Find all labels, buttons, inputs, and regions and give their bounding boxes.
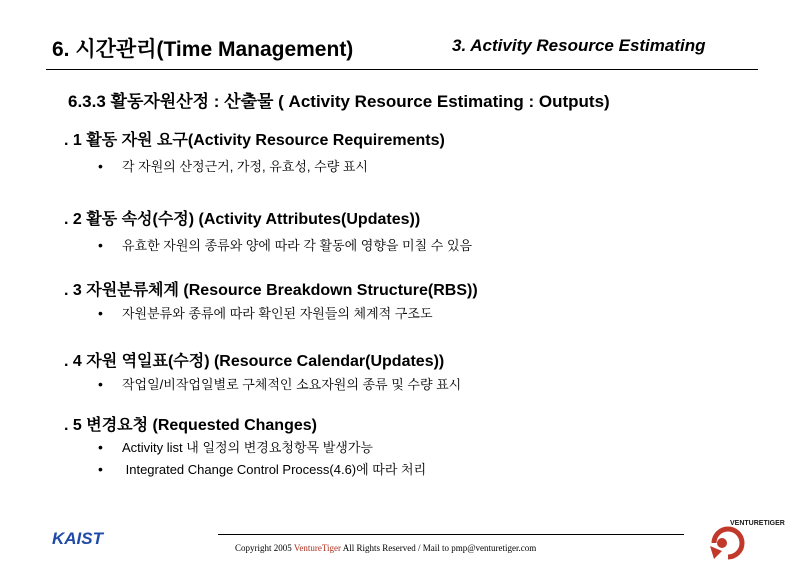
bullet-icon: • xyxy=(98,461,103,477)
footer-copyright xyxy=(235,543,536,553)
item-heading-4: . 4 자원 역일표(수정) (Resource Calendar(Updates)) xyxy=(64,353,445,370)
item-1-bullet-1 xyxy=(98,156,368,175)
bullet-text: Integrated Change Control Process(4.6)에 따라 처리 xyxy=(122,462,427,477)
bullet-icon: • xyxy=(98,237,103,253)
bullet-text: Activity list 내 일정의 변경요청항목 발생가능 xyxy=(122,440,373,455)
footer-suffix: All Rights Reserved / Mail to pmp@venturetiger.com xyxy=(341,543,537,553)
item-5-bullet-2 xyxy=(98,459,426,478)
bullet-text: 자원분류와 종류에 따라 확인된 자원들의 체계적 구조도 xyxy=(122,306,433,321)
bullet-text: 유효한 자원의 종류와 양에 따라 각 활동에 영향을 미칠 수 있음 xyxy=(122,238,473,253)
venturetiger-logo xyxy=(692,513,792,563)
item-5-bullet-1 xyxy=(98,437,373,456)
bullet-icon: • xyxy=(98,158,103,174)
bullet-icon: • xyxy=(98,376,103,392)
bullet-icon: • xyxy=(98,305,103,321)
slide-subtitle: 3. Activity Resource Estimating xyxy=(452,36,706,55)
footer-brand: VentureTiger xyxy=(293,543,342,553)
kaist-logo-text: KAIST xyxy=(52,530,103,546)
item-heading-2: . 2 활동 속성(수정) (Activity Attributes(Updates)) xyxy=(64,211,421,228)
item-heading-3: . 3 자원분류체계 (Resource Breakdown Structure(RBS)) xyxy=(64,282,478,299)
footer-divider xyxy=(218,534,684,535)
bullet-text: 작업일/비작업일별로 구체적인 소요자원의 종류 및 수량 표시 xyxy=(122,377,462,392)
bullet-icon: • xyxy=(98,439,103,455)
item-4-bullet-1 xyxy=(98,374,461,393)
item-heading-1: . 1 활동 자원 요구(Activity Resource Requirements) xyxy=(64,132,445,149)
header-divider xyxy=(46,69,758,70)
kaist-logo xyxy=(52,530,116,546)
slide-title: 6. 시간관리(Time Management) xyxy=(52,38,354,61)
venturetiger-logo-text: VENTURETIGER xyxy=(730,520,785,527)
item-2-bullet-1 xyxy=(98,235,472,254)
item-3-bullet-1 xyxy=(98,303,433,322)
section-heading: 6.3.3 활동자원산정 : 산출물 ( Activity Resource Estimating : Outputs) xyxy=(68,92,610,111)
item-heading-5: . 5 변경요청 (Requested Changes) xyxy=(64,417,317,434)
footer-prefix: Copyright 2005 xyxy=(235,543,294,553)
bullet-text: 각 자원의 산정근거, 가정, 유효성, 수량 표시 xyxy=(122,159,368,174)
